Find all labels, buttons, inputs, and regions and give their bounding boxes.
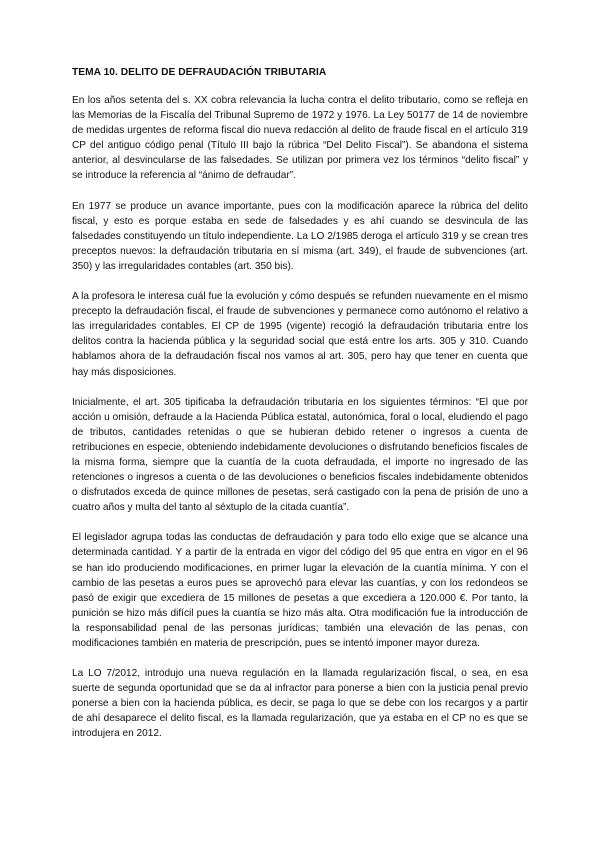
paragraph-1: En los años setenta del s. XX cobra relevancia la lucha contra el delito tributario, como se refleja en las Memorias de la Fiscalía del Tribunal Supremo de 1972 y 1976. La Ley 50177 de 14 de noviembre de medidas urgentes de reforma fiscal dio nueva redacción al delito de fraude fiscal en el artículo 319 CP del antiguo código penal (Título III bajo la rúbrica “Del Delito Fiscal”). Se abandona el sistema anterior, al desvincularse de las falsedades. Se utilizan por primera vez los términos “delito fiscal” y se introduce la referencia al “ánimo de defraudar”. bbox=[72, 95, 528, 182]
paragraph-5: El legislador agrupa todas las conductas de defraudación y para todo ello exige que se alcance una determinada cantidad. Y a partir de la entrada en vigor del código del 95 que entra en vigor en el 96 se han ido produciendo modificaciones, en primer lugar la elevación de la cuantía mínima. Y con el cambio de las pesetas a euros pues se aprovechó para elevar las cuantías, y con los redondeos se pasó de exigir que excediera de 15 millones de pesetas a que excediera a 120.000 €. Por tanto, la punición se hizo más difícil pues la cuantía se hizo más alta. Otra modificación fue la introducción de la responsabilidad penal de las personas jurídicas; también una elevación de las penas, con modificaciones también en materia de prescripción, pues se intentó imponer mayor dureza. bbox=[72, 532, 528, 649]
paragraph-6: La LO 7/2012, introdujo una nueva regulación en la llamada regularización fiscal, o sea, en esa suerte de segunda oportunidad que se da al infractor para ponerse a bien con la justicia penal previo ponerse a bien con la hacienda pública, es decir, se paga lo que se debe con los recargos y a partir de ahí desaparece el delito fiscal, es la llamada regularización, que ya estaba en el CP no es que se introdujera en 2012. bbox=[72, 668, 528, 740]
paragraph-4: Inicialmente, el art. 305 tipificaba la defraudación tributaria en los siguientes términos: “El que por acción u omisión, defraude a la Hacienda Pública estatal, autonómica, foral o local, eludiendo el pago de tributos, cantidades retenidas o que se hubieran debido retener o ingresos a cuenta de retribuciones en especie, obteniendo indebidamente devoluciones o disfrutando beneficios fiscales de la misma forma, siempre que la cuantía de la cuota defraudada, el importe no ingresado de las retenciones o ingresos a cuenta o de las devoluciones o beneficios fiscales indebidamente obtenidos o disfrutados exceda de quince millones de pesetas, será castigado con la pena de prisión de uno a cuatro años y multa del tanto al séxtuplo de la citada cuantía”. bbox=[72, 396, 528, 514]
paragraph-3: A la profesora le interesa cuál fue la evolución y cómo después se refunden nuevamente en el mismo precepto la defraudación fiscal, el fraude de subvenciones y permanece como autónomo el relativo a las irregularidades contables. El CP de 1995 (vigente) recogió la defraudación tributaria entre los delitos contra la hacienda pública y la seguridad social que está entre los arts. 305 y 310. Cuando hablamos ahora de la defraudación fiscal nos vamos al art. 305, pero hay que tener en cuenta que hay más disposiciones. bbox=[72, 291, 528, 378]
document-page bbox=[72, 66, 528, 757]
paragraph-2: En 1977 se produce un avance importante, pues con la modificación aparece la rúbrica del delito fiscal, y esto es porque estaba en sede de falsedades y es ahí cuando se desvincula de las falsedades constituyendo un título independiente. La LO 2/1985 deroga el artículo 319 y se crean tres preceptos nuevos: la defraudación tributaria en sí misma (art. 349), el fraude de subvenciones (art. 350) y las irregularidades contables (art. 350 bis). bbox=[72, 200, 528, 272]
document-title: TEMA 10. DELITO DE DEFRAUDACIÓN TRIBUTARIA bbox=[72, 67, 327, 78]
